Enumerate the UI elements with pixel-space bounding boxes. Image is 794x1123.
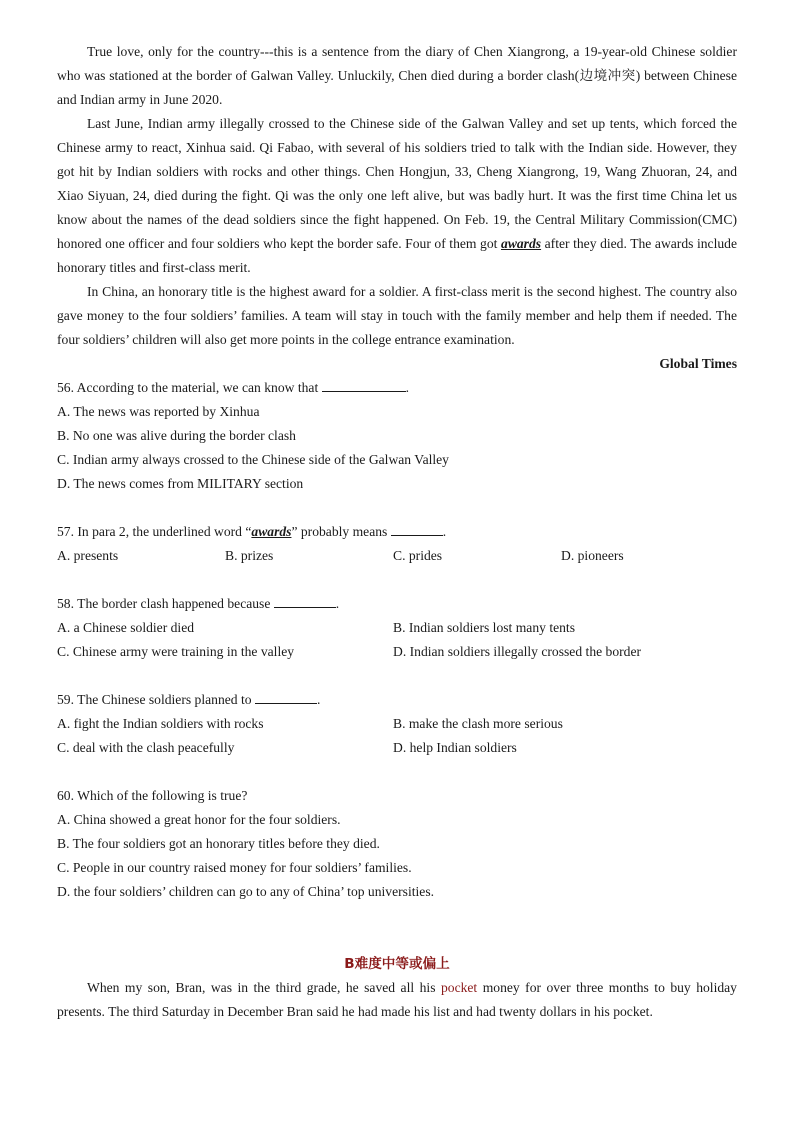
question-57-end: . bbox=[442, 524, 447, 539]
question-57-stem-after: ” probably means bbox=[291, 524, 391, 539]
question-56-option-b: B. No one was alive during the border clash bbox=[57, 428, 296, 443]
question-56-stem-text: 56. According to the material, we can know that bbox=[57, 380, 322, 395]
spacer bbox=[57, 904, 737, 928]
question-60-option-c: C. People in our country raised money for four soldiers’ families. bbox=[57, 860, 412, 875]
spacer bbox=[57, 760, 737, 784]
section-b-text-before: When my son, Bran, was in the third grade, he saved all his bbox=[87, 980, 441, 995]
question-59-stem bbox=[57, 688, 737, 712]
question-56-option-a: A. The news was reported by Xinhua bbox=[57, 404, 260, 419]
paragraph-2-text-after: after they died. The awards include honorary titles and first-class merit. bbox=[57, 236, 737, 275]
section-b-paragraph-1 bbox=[57, 976, 737, 1024]
question-59-option-d: D. help Indian soldiers bbox=[393, 740, 517, 755]
spacer bbox=[57, 664, 737, 688]
question-59-option-c: C. deal with the clash peacefully bbox=[57, 740, 235, 755]
spacer bbox=[57, 568, 737, 592]
section-b-title: B难度中等或偏上 bbox=[344, 956, 450, 972]
question-57-options-row bbox=[57, 544, 737, 568]
section-b-text-after: money for over three months to buy holiday presents. The third Saturday in December Bran said he had made his list and had twenty dollars in his pocket. bbox=[57, 980, 737, 1019]
question-57-stem bbox=[57, 520, 737, 544]
question-56-option-c: C. Indian army always crossed to the Chinese side of the Galwan Valley bbox=[57, 452, 449, 467]
question-60-option-b: B. The four soldiers got an honorary titles before they died. bbox=[57, 836, 380, 851]
spacer bbox=[57, 928, 737, 952]
answer-blank bbox=[391, 521, 443, 536]
question-57-stem-before: 57. In para 2, the underlined word “ bbox=[57, 524, 252, 539]
paragraph-2-text-before: Last June, Indian army illegally crossed to the Chinese side of the Galwan Valley and set up tents, which forced the Chinese army to react, Xinhua said. Qi Fabao, with several of his soldiers tried to talk with the Indian side. However, they got hit by Indian soldiers with rocks and other things. Chen Hongjun, 33, Cheng Xiangrong, 19, Wang Zhuoran, 24, and Xiao Siyuan, 24, died during the fight. Qi was the only one left alive, but was badly hurt. It was the first time China let us know about the names of the dead soldiers since the fight happened. On Feb. 19, the Central Military Commission(CMC) honored one officer and four soldiers who kept the border safe. Four of them got bbox=[57, 116, 737, 251]
highlighted-word-pocket: pocket bbox=[440, 980, 478, 995]
source-credit: Global Times bbox=[659, 356, 737, 371]
question-58-stem bbox=[57, 592, 737, 616]
question-58-end: . bbox=[335, 596, 340, 611]
question-57-option-a: A. presents bbox=[57, 548, 119, 563]
question-57-option-d: D. pioneers bbox=[561, 548, 624, 563]
question-59-option-a: A. fight the Indian soldiers with rocks bbox=[57, 716, 264, 731]
question-58-stem-text: 58. The border clash happened because bbox=[57, 596, 274, 611]
question-58-option-c: C. Chinese army were training in the valley bbox=[57, 644, 295, 659]
question-56-stem bbox=[57, 376, 737, 400]
question-57-underlined-word: awards bbox=[251, 524, 292, 539]
answer-blank bbox=[322, 377, 406, 392]
worksheet-page bbox=[57, 40, 737, 1024]
underlined-word-awards: awards bbox=[501, 236, 542, 251]
spacer bbox=[57, 496, 737, 520]
answer-blank bbox=[274, 593, 336, 608]
passage-a-paragraph-2 bbox=[57, 112, 737, 280]
question-59-stem-text: 59. The Chinese soldiers planned to bbox=[57, 692, 255, 707]
question-58-option-a: A. a Chinese soldier died bbox=[57, 620, 195, 635]
question-59-end: . bbox=[316, 692, 321, 707]
passage-a-paragraph-1: True love, only for the country---this is a sentence from the diary of Chen Xiangrong, a 19-year-old Chinese soldier who was stationed at the border of Galwan Valley. Unluckily, Chen died during a border clash(边境冲突) between Chinese and Indian army in June 2020. bbox=[57, 44, 737, 107]
question-58-option-b: B. Indian soldiers lost many tents bbox=[393, 620, 575, 635]
question-57-option-b: B. prizes bbox=[225, 548, 274, 563]
question-56-option-d: D. The news comes from MILITARY section bbox=[57, 476, 304, 491]
question-60-option-d: D. the four soldiers’ children can go to any of China’ top universities. bbox=[57, 884, 435, 899]
answer-blank bbox=[255, 689, 317, 704]
question-59-option-b: B. make the clash more serious bbox=[393, 716, 563, 731]
question-57-option-c: C. prides bbox=[393, 548, 443, 563]
question-58-options-row-1 bbox=[57, 616, 737, 640]
question-59-options-row-1 bbox=[57, 712, 737, 736]
question-58-options-row-2 bbox=[57, 640, 737, 664]
question-60-option-a: A. China showed a great honor for the four soldiers. bbox=[57, 812, 341, 827]
passage-a-paragraph-3: In China, an honorary title is the highest award for a soldier. A first-class merit is the second highest. The country also gave money to the four soldiers’ families. A team will stay in touch with the family member and help them if needed. The four soldiers’ children will also get more points in the college entrance examination. bbox=[57, 284, 737, 347]
question-59-options-row-2 bbox=[57, 736, 737, 760]
question-58-option-d: D. Indian soldiers illegally crossed the border bbox=[393, 644, 642, 659]
question-60-stem: 60. Which of the following is true? bbox=[57, 788, 248, 803]
question-56-end: . bbox=[405, 380, 410, 395]
